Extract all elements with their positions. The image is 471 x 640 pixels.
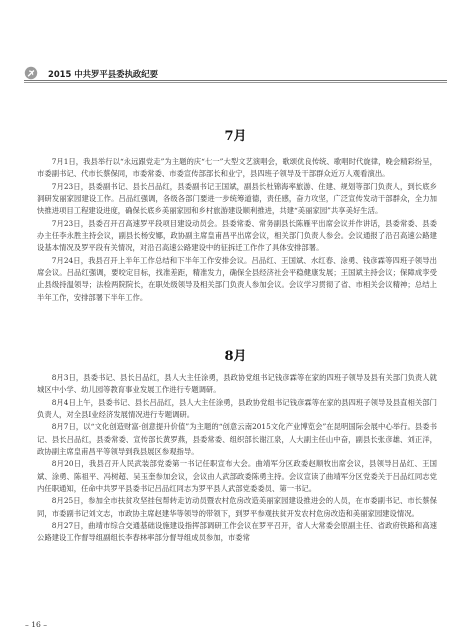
- paragraph: 8月20日，我县召开人民武装部党委第一书记任职宣布大会。曲靖军分区政委赵顺牧出席会议，县领导吕品红、王国斌、涂勇、陈祖平、冯树超、吴玉奎参加会议，会议由人武部政委陈勇主持。会议宣读了曲靖军分区党委关于吕品红同志党内任职通知，任命中共罗平县委书记吕品红同志为罗平县人武部党委委员、第一书记。: [37, 459, 437, 494]
- paragraph: 7月1日，我县举行以“永远跟党走”为主题的庆“七一”大型文艺演唱会，歌颂优良传统、歌唱时代旋律，晚会精彩纷呈，市委副书记、代市长蔡保同，市委常委、市委宣传部部长和业宁，县四班子领导及干部群众近万人观看演出。: [37, 157, 437, 179]
- paragraph: 7月23日，县委召开召高速罗平段项目建设动员会。县委常委、常务副县长陈雁平出席会议并作讲话，县委常委、县委办主任李永胜主持会议，副县长杨安娜，政协副主席皇甫昌平出席会议，相关部门负责人参会。会议通报了沿召高速公路建设基本情况及罗平段有关情况，对沿召高速公路建设中的征拆迁工作作了具体安排部署。: [37, 218, 437, 253]
- section-heading-july: 7月: [224, 129, 247, 144]
- header-rule: [24, 80, 447, 81]
- section-july-body: [37, 156, 437, 304]
- running-header: [0, 62, 471, 82]
- party-emblem-icon: [24, 66, 38, 80]
- section-august-body: [37, 372, 437, 545]
- paragraph: 8月3日，县委书记、县长吕品红，县人大主任涂勇，县政协党组书记钱彦霖等在家的四班子领导及县有关部门负责人就城区中小学、幼儿园等教育事业发展工作进行专题调研。: [37, 373, 437, 395]
- paragraph: 8月4日上午，县委书记、县长吕品红，县人大主任涂勇，县政协党组书记钱彦霖等在家的县四班子领导及县直相关部门负责人，对全县Ⅰ业经济发展情况进行专题调研。: [37, 397, 437, 420]
- paragraph: 8月25日，参加全市扶贫攻坚挂包帮转走访动员暨农村危房改造美丽家园建设推进会的人员，在市委副书记、市长蔡保同，市委副书记刘文志，市政协主席赵建华等领导的带领下，到罗平参观扶贫开发农村危房改造和美丽家园建设情况。: [37, 496, 437, 518]
- paragraph: 8月7日，以“文化创造财富·创意提升价值”为主题的“创意云南2015文化产业博览会”在昆明国际会展中心举行。县委书记、县长吕品红，县委常委、宣传部长黄罗燕，县委常委、组织部长谢江泉，人大副主任山中奋，副县长张彦雄、刘正洋，政协副主席皇甫昌平等领导到我县展区参观指导。: [37, 422, 437, 457]
- paragraph: 7月23日，县委副书记、县长吕品红，县委副书记王国斌，副县长杜锦海率旅游、住建、规划等部门负责人，到长底乡洞研发丽家园建设工作。吕品红强调，各级各部门要进一步统筹道德，责任感，奋力攻坚，广泛宣传发动干部群众，全力加快推进项目工程建设进度，确保长底乡美丽家园和乡村旅游建设顺利推进，共建“美丽家园”共享美好生活。: [37, 181, 437, 216]
- header-title: 2015 中共罗平县委执政纪要: [48, 69, 158, 79]
- paragraph: 7月24日，我县召开上半年工作总结和下半年工作安排会议。吕品红、王国斌、水红春、涂勇、钱彦霖等四班子领导出席会议。吕品红强调，要咬定目标，找准差距，精准发力，确保全县经济社会平稳健康发展；王国斌主持会议；保障成孪受止县级持温领导；法检两院院长，在职处级领导及相关部门负责人参加会议。会议学习贯彻了省、市相关会议精神；总结上半年工作，安排部署下半年工作。: [37, 255, 437, 302]
- page-number: – 16 –: [25, 620, 48, 629]
- paragraph: 8月27日，曲靖市综合交通基础设施建设指挥部调研工作会议在罗平召开，省人大常委会原副主任、省政府铁路和高速公路建设工作督导组副组长李春林率部分督导组成员参加，市委常: [37, 521, 437, 543]
- section-heading-august: 8月: [224, 349, 247, 364]
- header-rule-thin: [24, 82, 447, 83]
